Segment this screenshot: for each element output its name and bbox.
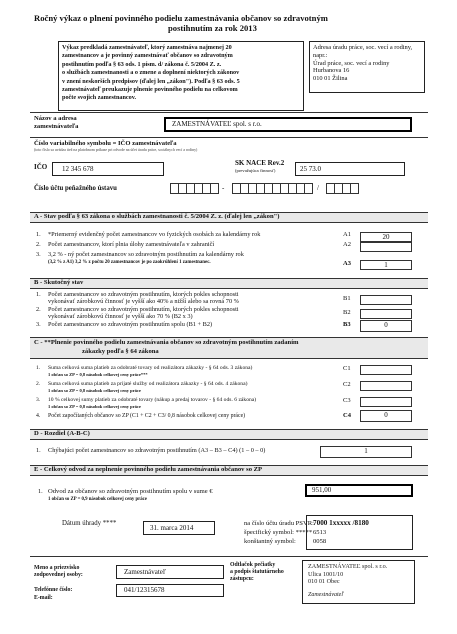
spec-value: 6513 xyxy=(313,529,327,536)
account-slash: / xyxy=(317,184,319,192)
nace-label: SK NACE Rev.2 xyxy=(235,159,285,167)
a1-field[interactable]: 20 xyxy=(360,232,412,242)
c2-text: Suma celková suma platieb za prijaté služby od realizátora zákazky - § 64 ods. 4 zákona) xyxy=(48,381,248,387)
ucet-value: 7000 1xxxxx /8180 xyxy=(313,519,369,527)
varsym-label: Číslo variabilného symbolu = IČO zamestnávateľa xyxy=(34,140,177,147)
d1-num: 1. xyxy=(36,447,41,454)
stamp-signature: Zamestnávateľ xyxy=(308,591,344,598)
b2-code: B2 xyxy=(343,309,351,316)
c1-field[interactable] xyxy=(360,365,412,375)
section-c-title-2: zákazky podľa § 64 zákona xyxy=(82,348,159,355)
nace-value: 25 73.0 xyxy=(300,165,321,173)
a2-text: Počet zamestnancov, ktorí plnia úlohy zamestnávateľa v zahraničí xyxy=(48,241,215,248)
c2-field[interactable] xyxy=(360,381,412,391)
datum-label: Dátum úhrady **** xyxy=(62,520,117,527)
form-title: Ročný výkaz o plnení povinného podielu zamestnávania občanov so zdravotným xyxy=(34,13,328,23)
section-d-title: D - Rozdiel (A-B-C) xyxy=(34,430,90,437)
a1-text: *Priemerný evidenčný počet zamestnancov vo fyzických osobách za kalendárny rok xyxy=(48,231,261,238)
b2-text: Počet zamestnancov so zdravotným postihnutím, ktorých pokles schopnosti xyxy=(48,306,239,313)
konst-value: 0058 xyxy=(313,538,327,545)
a3-text: 3,2 % - ný počet zamestnancov so zdravotným postihnutím za kalendárny rok xyxy=(48,251,244,258)
b1-field[interactable] xyxy=(360,295,412,305)
spec-label: špecifický symbol: ***** xyxy=(244,529,313,536)
a1-num: 1. xyxy=(36,231,41,238)
b1-num: 1. xyxy=(36,291,41,298)
a2-field[interactable] xyxy=(360,242,412,252)
nace-sublabel: (prevažujúca činnosť) xyxy=(235,168,276,173)
varsym-note: (toto číslo sa uvádza tiež na platobnom príkaze pri odvode na účet úradu práce, sociálnych vecí a rodiny) xyxy=(34,148,198,152)
c4-code: C4 xyxy=(343,412,351,419)
section-b-header xyxy=(30,278,428,289)
email-label: E-mail: xyxy=(34,595,53,601)
a1-code: A1 xyxy=(343,231,351,238)
c1-sub: 1 občan so ZP = 0,8 násobok celkovej ceny práce*** xyxy=(48,372,148,377)
b3-code: B3 xyxy=(343,321,351,328)
b2-field[interactable] xyxy=(360,309,412,319)
a2-num: 2. xyxy=(36,241,41,248)
b1-code: B1 xyxy=(343,295,351,302)
ico-value: 12 345 678 xyxy=(62,165,94,173)
resp-value: Zamestnávateľ xyxy=(124,568,166,576)
account-dash: - xyxy=(222,184,225,192)
e1-sub: 1 občan so ZP = 0,9 násobok celkovej ceny práce xyxy=(48,497,147,502)
e1-text: Odvod za občanov so zdravotným postihnutím spolu v sume € xyxy=(48,488,213,495)
c3-field[interactable] xyxy=(360,397,412,407)
b3-field[interactable]: 0 xyxy=(360,320,412,332)
d1-field[interactable]: 1 xyxy=(320,446,412,458)
stamp-label-3: zástupcu: xyxy=(230,576,254,582)
c3-num: 3. xyxy=(36,397,41,403)
b1-text: Počet zamestnancov so zdravotným postihnutím, ktorých pokles schopnosti xyxy=(48,291,239,298)
c2-code: C2 xyxy=(343,381,351,388)
form-title-year: postihnutím za rok 2013 xyxy=(168,23,257,33)
c3-code: C3 xyxy=(343,397,351,404)
resp-label-2: zodpovednej osoby: xyxy=(34,572,83,578)
account-number-cells[interactable] xyxy=(170,183,430,195)
ucet-label: na číslo účtu úradu PSVR: xyxy=(244,520,314,527)
employer-label-2: zamestnávateľa xyxy=(34,123,79,130)
section-e-title: E - Celkový odvod za neplnenie povinného podielu zamestnávania občanov so ZP xyxy=(34,466,263,473)
a3-note: (3,2 % z A1) 3,2 % z počtu 20 zamestnancov je po zaokrúhlení 1 zamestnanec. xyxy=(48,260,211,265)
section-a-title: A - Stav podľa § 63 zákona o službách zamestnanosti č. 5/2004 Z. z. (ďalej len „zákon") xyxy=(34,213,280,220)
b2-text-2: vykonávať zárobkovú činnosť je vyšší ako 70 % (B2 x 3) xyxy=(48,313,193,320)
section-c-title: C - **Plnenie povinného podielu zamestnávania občanov so zdravotným postihnutím zadaním xyxy=(34,339,299,346)
c4-field[interactable]: 0 xyxy=(360,410,412,422)
e1-value: 951,00 xyxy=(312,486,332,494)
a3-field[interactable]: 1 xyxy=(360,260,412,270)
account-label: Číslo účtu peňažného ústavu xyxy=(34,185,117,192)
ico-label: IČO xyxy=(34,163,48,171)
stamp-label: Odtlačok pečiatky xyxy=(230,562,276,568)
b2-num: 2. xyxy=(36,306,41,313)
c3-sub: 1 občan so ZP = 0,8 násobok celkovej ceny práce xyxy=(48,404,141,409)
c1-code: C1 xyxy=(343,365,351,372)
a3-code: A3 xyxy=(343,260,351,267)
c1-num: 1. xyxy=(36,365,41,371)
tel-value: 041/12315678 xyxy=(124,586,165,594)
c1-text: Suma celková suma platieb za odobraté tovary od realizátora zákazky - § 64 ods. 3 zákona) xyxy=(48,365,253,371)
stamp-label-2: a podpis štatutárneho xyxy=(230,569,284,575)
a3-num: 3. xyxy=(36,251,41,258)
c2-num: 2. xyxy=(36,381,41,387)
a2-code: A2 xyxy=(343,241,351,248)
stamp: ZAMESTNÁVATEĽ spol. s r.o. Ulica 1001/10 010 01 Obec Zamestnávateľ xyxy=(308,563,388,598)
b3-num: 3. xyxy=(36,321,41,328)
d1-text: Chýbajúci počet zamestnancov so zdravotným postihnutím (A3 – B3 – C4) (1 – 0 – 0) xyxy=(48,447,266,454)
intro-text: Výkaz predkladá zamestnávateľ, ktorý zamestnáva najmenej 20 zamestnancov a je povinný zamestnávať občanov so zdravotným postihnutím podľa § 63 ods. 1 písm. d/ zákona č. 5/2004 Z. z. o službách zamestnanosti a o zmene a doplnení niektorých zákonov v znení neskorších predpisov (ďalej len „zákon"). Podľa § 63 ods. 5 zamestnávateľ preukazuje plnenie povinného podielu na celkovom počte svojich zamestnancov. xyxy=(62,44,240,102)
employer-value: ZAMESTNÁVATEĽ spol. s r.o. xyxy=(172,120,262,128)
tel-label: Telefónne číslo: xyxy=(34,587,73,593)
b3-text: Počet zamestnancov so zdravotným postihnutím spolu (B1 + B2) xyxy=(48,321,213,328)
c3-text: 10 % celkovej sumy platieb za odobraté tovary (nákup a predaj tovarov - § 64 ods. 6 zákona) xyxy=(48,397,257,403)
c4-text: Počet započítaných občanov so ZP (C1 + C2 + C3/ 0,8 násobok celkovej ceny práce) xyxy=(48,413,246,419)
datum-value: 31. marca 2014 xyxy=(150,524,194,532)
resp-label: Meno a priezvisko xyxy=(34,565,80,571)
employer-label: Názov a adresa xyxy=(34,115,77,122)
c2-sub: 1 občan so ZP = 0,8 násobok celkovej ceny práce xyxy=(48,388,141,393)
c4-num: 4. xyxy=(36,413,41,419)
konst-label: konštantný symbol: xyxy=(244,538,296,545)
e1-num: 1. xyxy=(38,488,43,495)
office-address: Adresa úradu práce, soc. vecí a rodiny, napr.: Úrad práce, soc. vecí a rodiny Hurbanova 16 010 01 Žilina xyxy=(313,44,413,83)
section-b-title: B - Skutočný stav xyxy=(34,279,84,286)
b1-text-2: vykonávať zárobkovú činnosť je vyšší ako 40% a nižší alebo sa rovná 70 % xyxy=(48,298,239,305)
